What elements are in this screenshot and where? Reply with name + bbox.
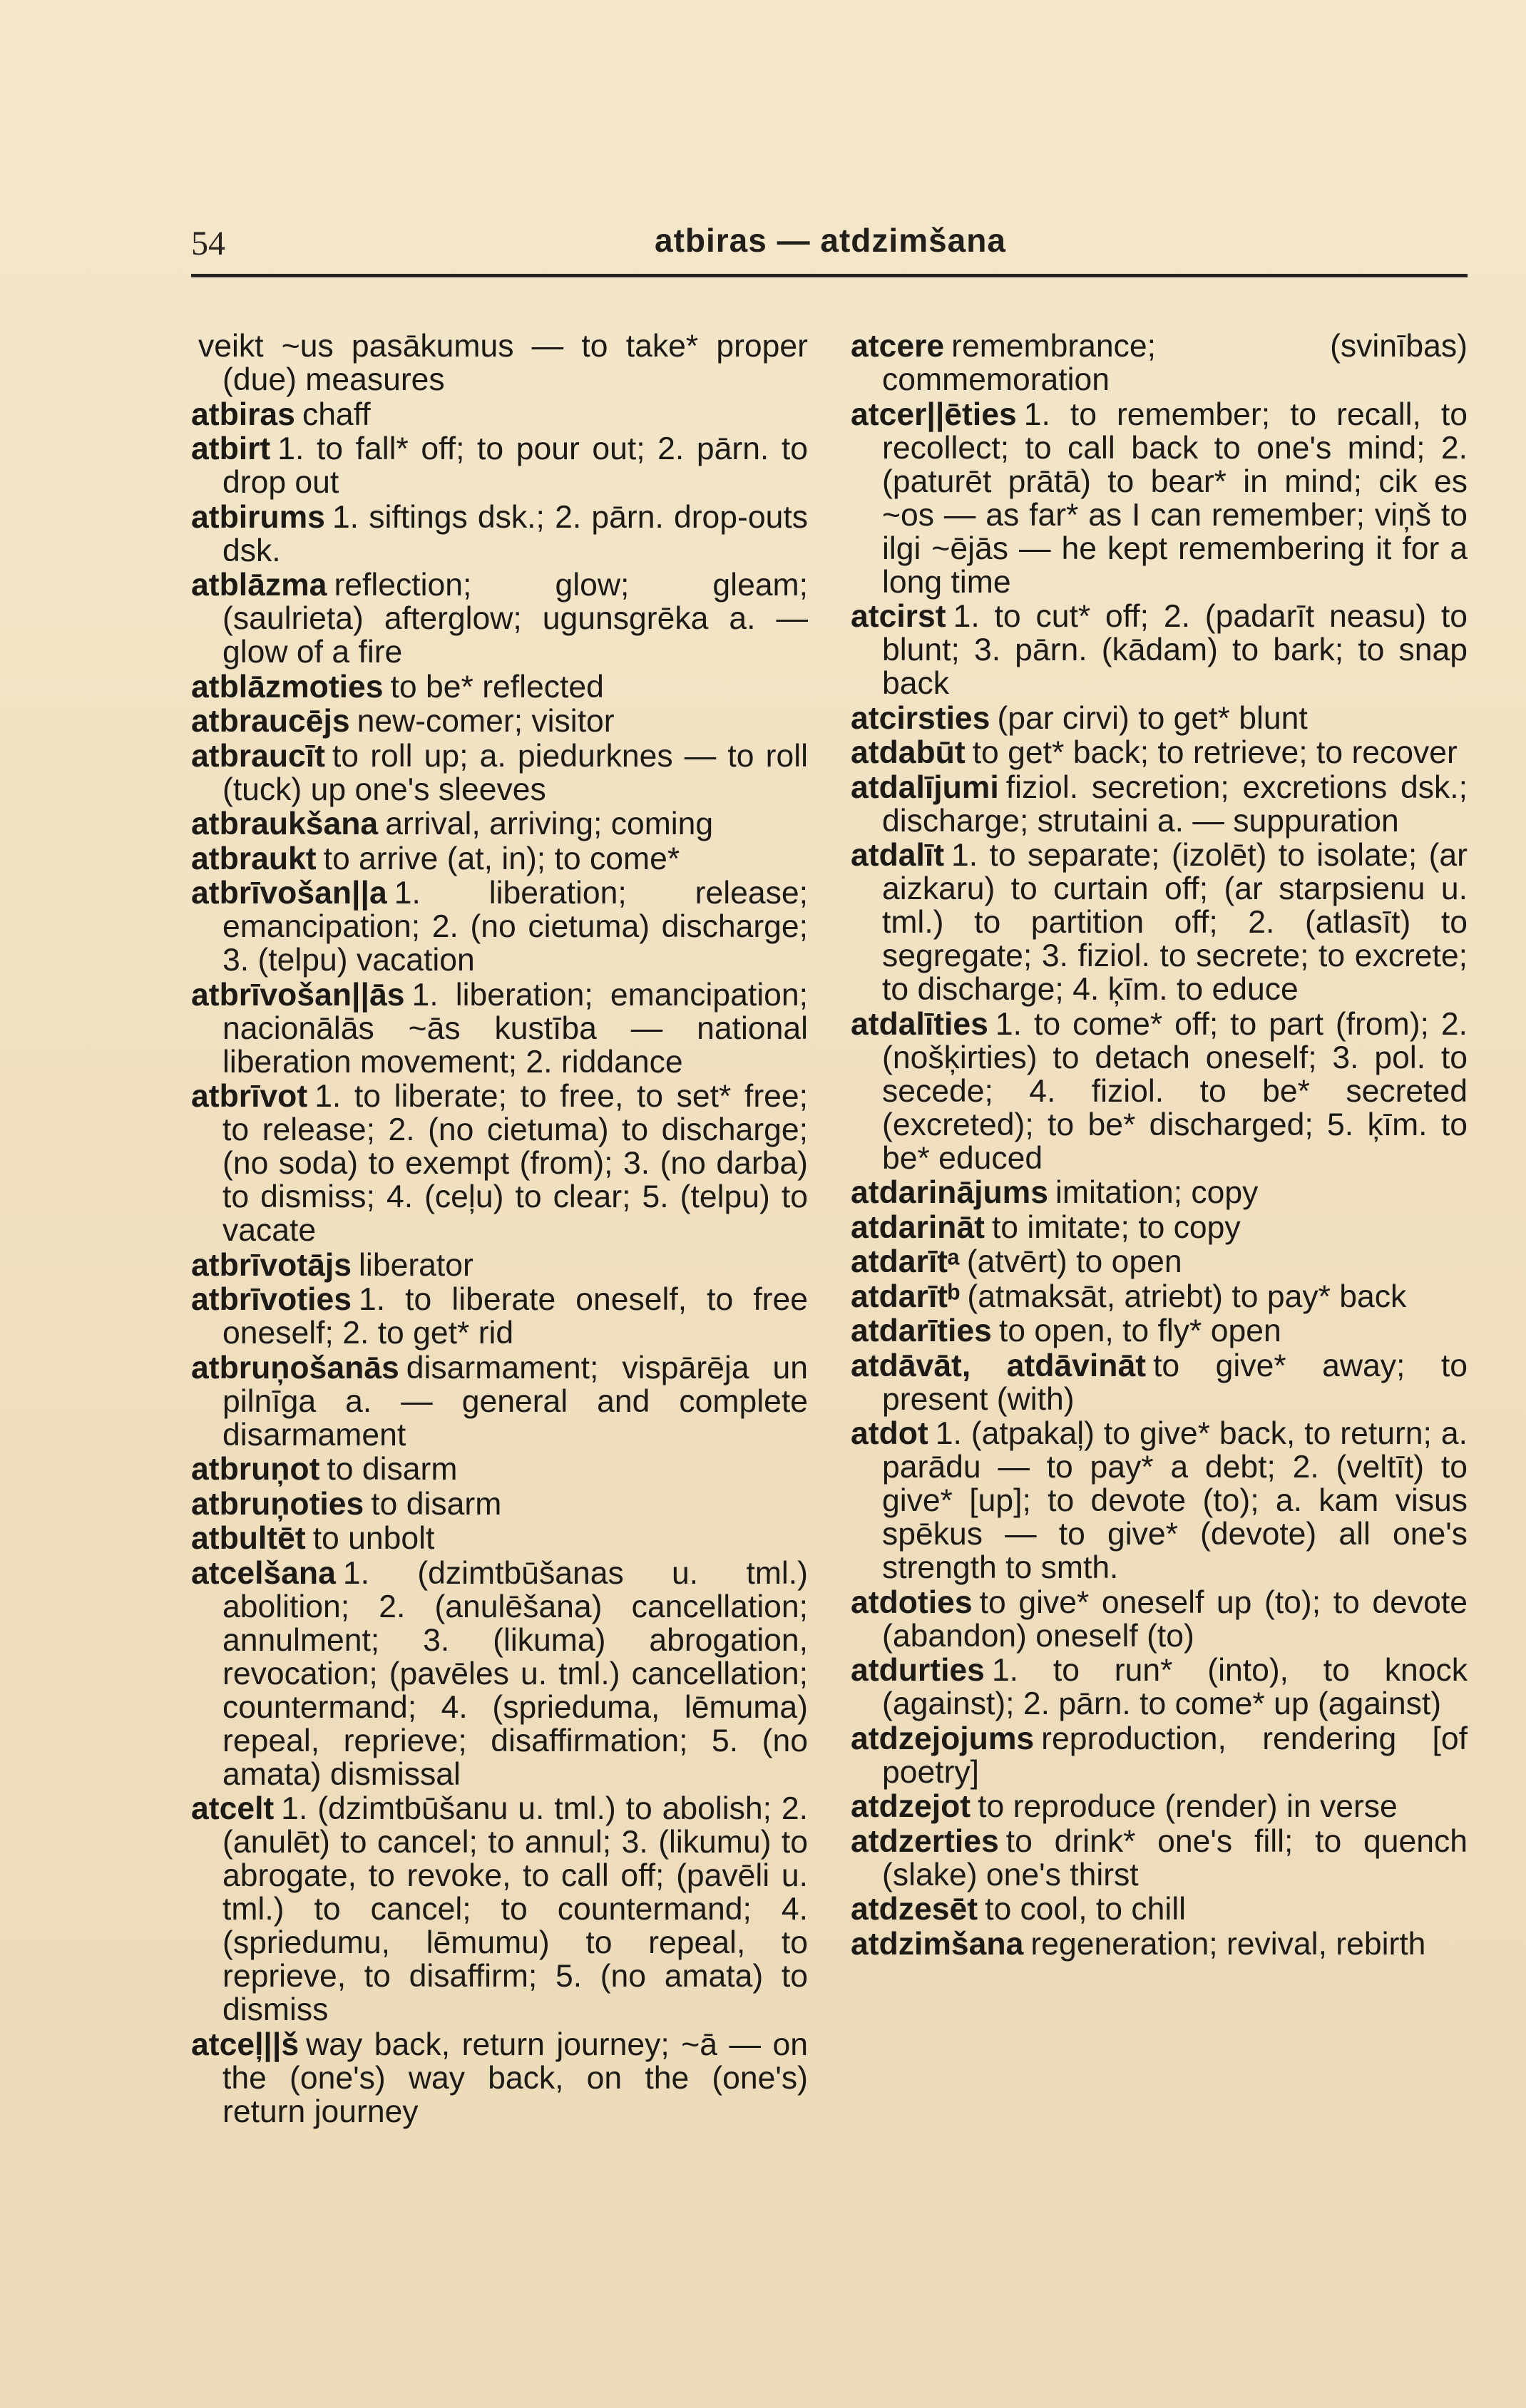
dictionary-entry (191, 705, 808, 738)
header-rule (191, 274, 1468, 277)
entry-definition: imitation; copy (1055, 1175, 1259, 1210)
page-header (191, 221, 1468, 271)
entry-headword: atcirst (851, 599, 946, 634)
dictionary-entry (191, 876, 808, 977)
entry-headword: atbraukšana (191, 806, 379, 841)
entry-definition: 1. (atpakaļ) to give* back, to return; a. parādu — to pay* a debt; 2. (veltīt) to give* [up]; to devote (to); a. kam visus spēkus — to give* (devote) all one's strength to smth. (882, 1416, 1468, 1585)
dictionary-entry (851, 839, 1468, 1006)
entry-headword: atcelšana (191, 1555, 336, 1591)
entry-headword: atceļ||š (191, 2027, 299, 2062)
entry-headword: atdzesēt (851, 1892, 978, 1927)
entry-headword: atbraukt (191, 841, 317, 876)
entry-definition: remembrance; (svinības) commemoration (882, 329, 1468, 397)
entry-definition: 1. liberation; release; emancipation; 2. (no cietuma) discharge; 3. (telpu) vacation (222, 876, 808, 978)
entry-headword: atbrīvošan||ās (191, 977, 405, 1013)
entry-definition: 1. to cut* off; 2. (padarīt neasu) to blunt; 3. pārn. (kādam) to bark; to snap back (882, 599, 1468, 701)
entry-definition: veikt ~us pasākumus — to take* proper (due) measures (198, 329, 808, 397)
entry-headword: atblāzmoties (191, 669, 384, 705)
dictionary-entry (851, 771, 1468, 838)
dictionary-entry (191, 398, 808, 431)
entry-definition: to imitate; to copy (991, 1209, 1241, 1245)
dictionary-entry (851, 1892, 1468, 1926)
entry-definition: 1. to remember; to recall, to recollect; to call back to one's mind; 2. (paturēt prātā) to bear* in mind; cik es ~os — as far* as I can remember; viņš to ilgi ~ējās — he kept remembering it for a long time (882, 396, 1468, 600)
dictionary-entry (191, 807, 808, 841)
dictionary-entry (851, 1825, 1468, 1892)
entry-definition: reproduction, rendering [of poetry] (882, 1721, 1468, 1790)
entry-definition: way back, return journey; ~ā — on the (one's) way back, on the (one's) return journey (222, 2027, 808, 2129)
dictionary-entry (191, 739, 808, 806)
entry-headword: atbrīvoties (191, 1282, 352, 1317)
entry-headword: atcer||ēties (851, 396, 1017, 432)
entry-definition: (par cirvi) to get* blunt (997, 700, 1308, 736)
running-head: atbiras — atdzimšana (655, 222, 1006, 259)
entry-definition: to disarm (327, 1452, 458, 1487)
entry-definition: 1. to fall* off; to pour out; 2. pārn. to drop out (222, 431, 808, 500)
entry-definition: chaff (302, 396, 371, 432)
entry-headword: atdarinājums (851, 1175, 1048, 1210)
entry-definition: to arrive (at, in); to come* (323, 841, 680, 876)
dictionary-entry (851, 329, 1468, 396)
dictionary-entry (851, 736, 1468, 769)
entry-headword: atbultēt (191, 1521, 306, 1556)
entry-definition: to cool, to chill (985, 1892, 1187, 1927)
entry-headword: atdarītᵇ (851, 1279, 961, 1314)
dictionary-entry (191, 432, 808, 499)
entry-headword: atbruņoties (191, 1486, 364, 1522)
dictionary-entry (851, 1245, 1468, 1279)
dictionary-entry (851, 702, 1468, 735)
entry-headword: atdarītᵃ (851, 1244, 960, 1279)
entry-definition: 1. to liberate; to free, to set* free; to release; 2. (no cietuma) to discharge; (no soda) to exempt (from); 3. (no darba) to dismiss; 4. (ceļu) to clear; 5. (telpu) to vacate (222, 1079, 808, 1248)
dictionary-entry (851, 1927, 1468, 1961)
dictionary-entry (851, 1314, 1468, 1348)
entry-definition: disarmament; vispārēja un pilnīga a. — general and complete disarmament (222, 1350, 808, 1453)
entry-definition: to drink* one's fill; to quench (slake) one's thirst (882, 1823, 1468, 1892)
dictionary-entry (191, 1080, 808, 1247)
entry-definition: 1. to run* (into), to knock (against); 2. pārn. to come* up (against) (882, 1653, 1468, 1721)
entry-definition: 1. siftings dsk.; 2. pārn. drop-outs dsk. (222, 499, 808, 568)
entry-definition: (atvērt) to open (966, 1244, 1182, 1279)
entry-headword: atdzerties (851, 1823, 999, 1859)
dictionary-entry (191, 1249, 808, 1282)
dictionary-entry (191, 1792, 808, 2027)
dictionary-entry (851, 1790, 1468, 1823)
entry-definition: 1. to liberate oneself, to free oneself; 2. to get* rid (222, 1282, 808, 1351)
entry-headword: atbrīvot (191, 1079, 308, 1114)
entry-definition: to roll up; a. piedurknes — to roll (tuck) up one's sleeves (222, 738, 808, 807)
left-column (191, 329, 808, 2129)
entry-definition: to be* reflected (390, 669, 604, 705)
entry-headword: atbiras (191, 396, 295, 432)
dictionary-entry (191, 842, 808, 876)
dictionary-entry (851, 398, 1468, 599)
entry-headword: atcelt (191, 1791, 275, 1826)
entry-headword: atdalīties (851, 1006, 988, 1042)
entry-definition: 1. to separate; (izolēt) to isolate; (ar aizkaru) to curtain off; (ar starpsienu u. tml.) to partition off; 2. (atlasīt) to segregate; 3. fiziol. to secrete; to excrete; to discharge; 4. ķīm. to educe (882, 838, 1468, 1007)
entry-headword: atdzejot (851, 1789, 971, 1824)
entry-headword: atblāzma (191, 568, 327, 603)
entry-headword: atbirt (191, 431, 271, 466)
entry-definition: 1. (dzimtbūšanu u. tml.) to abolish; 2. (anulēt) to cancel; to annul; 3. (likumu) to abrogate, to revoke, to call off; (pavēli u. tml.) to cancel; to countermand; 4. (spriedumu, lēmumu) to repeal, to reprieve, to disaffirm; 5. (no amata) to dismiss (222, 1791, 808, 2027)
dictionary-entry (191, 1522, 808, 1555)
entry-headword: atbruņot (191, 1452, 320, 1487)
dictionary-entry (851, 1417, 1468, 1584)
entry-headword: atdarināt (851, 1209, 985, 1245)
dictionary-entry (851, 1654, 1468, 1721)
entry-headword: atbruņošanās (191, 1350, 399, 1385)
entry-definition: to unbolt (312, 1521, 435, 1556)
entry-definition: to disarm (371, 1486, 502, 1522)
entry-headword: atbrīvošan||a (191, 876, 387, 911)
dictionary-entry (191, 1453, 808, 1486)
dictionary-entry (851, 1722, 1468, 1789)
dictionary-entry (191, 1557, 808, 1791)
dictionary-entry (851, 1280, 1468, 1313)
dictionary-entry (191, 2028, 808, 2128)
dictionary-entry (191, 978, 808, 1079)
entry-headword: atbraucējs (191, 704, 350, 739)
dictionary-entry (191, 568, 808, 669)
dictionary-entry (851, 1008, 1468, 1175)
dictionary-entry (851, 1176, 1468, 1209)
dictionary-entry (191, 329, 808, 396)
entry-definition: to give* away; to present (with) (882, 1348, 1468, 1417)
dictionary-entry (851, 1586, 1468, 1653)
entry-definition: reflection; glow; gleam; (saulrieta) afterglow; ugunsgrēka a. — glow of a fire (222, 568, 808, 670)
entry-definition: to give* oneself up (to); to devote (abandon) oneself (to) (882, 1584, 1468, 1654)
page-number: 54 (191, 225, 225, 262)
dictionary-entry (851, 600, 1468, 700)
entry-definition: 1. to come* off; to part (from); 2. (nošķirties) to detach oneself; 3. pol. to secede; 4. fiziol. to be* secreted (excreted); to be* discharged; 5. ķīm. to be* educed (882, 1006, 1468, 1176)
entry-headword: atbrīvotājs (191, 1247, 352, 1283)
dictionary-entry (191, 1283, 808, 1350)
dictionary-entry (191, 501, 808, 568)
entry-definition: to get* back; to retrieve; to recover (972, 735, 1458, 770)
entry-headword: atbirums (191, 499, 325, 535)
dictionary-entry (851, 1349, 1468, 1416)
entry-definition: 1. liberation; emancipation; nacionālās ~ās kustība — national liberation movement; 2. riddance (222, 977, 808, 1080)
entry-definition: new-comer; visitor (357, 704, 615, 739)
entry-definition: regeneration; revival, rebirth (1030, 1926, 1426, 1962)
entry-definition: liberator (359, 1247, 473, 1283)
entry-headword: atdzejojums (851, 1721, 1035, 1756)
entry-definition: to reproduce (render) in verse (978, 1789, 1398, 1824)
entry-headword: atbraucīt (191, 738, 325, 774)
dictionary-entry (191, 1487, 808, 1521)
entry-headword: atdalīt (851, 838, 945, 873)
dictionary-entry (851, 1211, 1468, 1244)
entry-headword: atcere (851, 329, 945, 364)
entry-headword: atdalījumi (851, 769, 999, 805)
dictionary-entry (191, 1351, 808, 1452)
entry-headword: atdzimšana (851, 1926, 1024, 1962)
entry-definition: fiziol. secretion; excretions dsk.; discharge; strutaini a. — suppuration (882, 769, 1468, 839)
entry-definition: (atmaksāt, atriebt) to pay* back (967, 1279, 1407, 1314)
entry-headword: atcirsties (851, 700, 990, 736)
entry-headword: atdurties (851, 1653, 985, 1688)
entry-headword: atdoties (851, 1584, 973, 1620)
entry-definition: arrival, arriving; coming (385, 806, 714, 841)
dictionary-entry (191, 670, 808, 704)
entry-headword: atdāvāt, atdāvināt (851, 1348, 1147, 1383)
entry-headword: atdabūt (851, 735, 966, 770)
right-column (851, 329, 1468, 1962)
entry-definition: 1. (dzimtbūšanas u. tml.) abolition; 2. (anulēšana) cancellation; annulment; 3. (likuma) abrogation, revocation; (pavēles u. tml.) cancellation; countermand; 4. (sprieduma, lēmuma) repeal, reprieve; disaffirmation; 5. (no amata) dismissal (222, 1555, 808, 1792)
entry-headword: atdarīties (851, 1313, 992, 1348)
entry-headword: atdot (851, 1416, 928, 1451)
entry-definition: to open, to fly* open (998, 1313, 1281, 1348)
